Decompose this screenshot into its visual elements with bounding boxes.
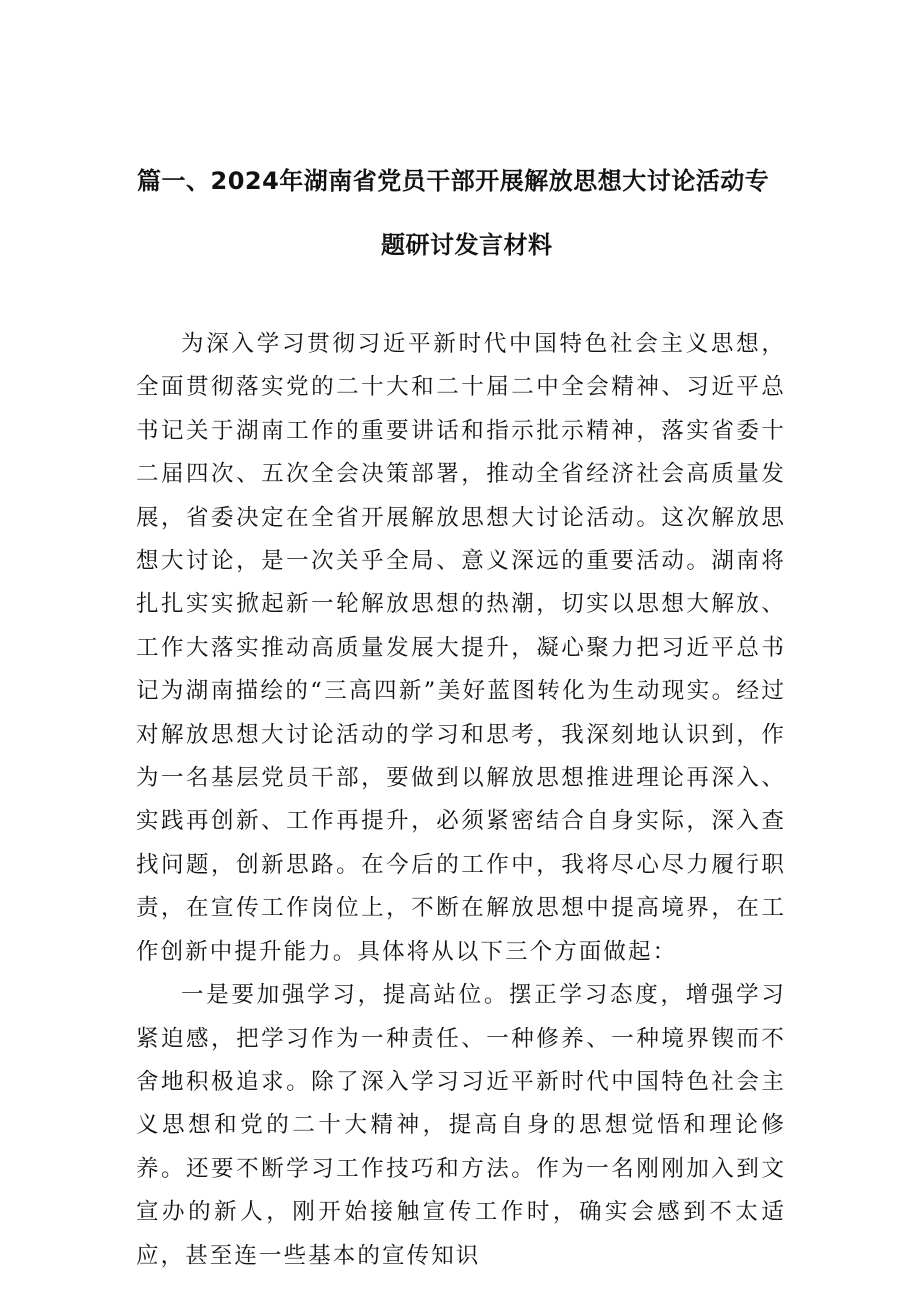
paragraph-point-one: 一是要加强学习，提高站位。摆正学习态度，增强学习紧迫感，把学习作为一种责任、一种修养、一种境界锲而不舍地积极追求。除了深入学习习近平新时代中国特色社会主义思想和党的二十大精神，提高自身的思想觉悟和理论修养。还要不断学习工作技巧和方法。作为一名刚刚加入到文宣办的新人，刚开始接触宣传工作时，确实会感到不太适应，甚至连一些基本的宣传知识 (136, 982, 786, 1269)
document-title-line-1: 篇一、2024年湖南省党员干部开展解放思想大讨论活动专 (137, 167, 770, 195)
paragraph-intro: 为深入学习贯彻习近平新时代中国特色社会主义思想，全面贯彻落实党的二十大和二十届二中全会精神、习近平总书记关于湖南工作的重要讲话和指示批示精神，落实省委十二届四次、五次全会决策部署，推动全省经济社会高质量发展，省委决定在全省开展解放思想大讨论活动。这次解放思想大讨论，是一次关乎全局、意义深远的重要活动。湖南将扎扎实实掀起新一轮解放思想的热潮，切实以思想大解放、工作大落实推动高质量发展大提升，凝心聚力把习近平总书记为湖南描绘的“三高四新”美好蓝图转化为生动现实。经过对解放思想大讨论活动的学习和思考，我深刻地认识到，作为一名基层党员干部，要做到以解放思想推进理论再深入、实践再创新、工作再提升，必须紧密结合自身实际，深入查找问题，创新思路。在今后的工作中，我将尽心尽力履行职责，在宣传工作岗位上，不断在解放思想中提高境界，在工作创新中提升能力。具体将从以下三个方面做起： (136, 331, 786, 965)
document-body (136, 323, 786, 1278)
document-title-line-2: 题研讨发言材料 (381, 231, 553, 259)
